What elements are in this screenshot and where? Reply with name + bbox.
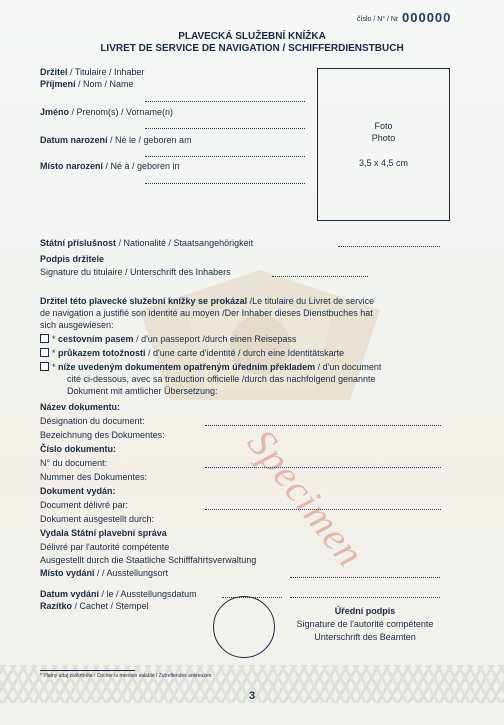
issuing-authority: Vydala Státní plavební správa: [40, 528, 167, 538]
official-signature-fr: Signature de l'autorité compétente: [296, 619, 434, 629]
stamp-label: Razítko / Cachet / Stempel: [40, 601, 149, 611]
holder-signature-label: Podpis držitele: [40, 254, 105, 264]
id-card-checkbox[interactable]: [40, 348, 49, 357]
official-signature-de: Unterschrift des Beamten: [314, 632, 416, 642]
holder-label: Držitel / Titulaire / Inhaber: [40, 67, 145, 77]
document-number-fr: N° du document:: [40, 458, 108, 468]
document-number-field[interactable]: [205, 467, 441, 468]
photo-label-cz: Foto: [374, 121, 393, 131]
birth-place-field[interactable]: [145, 183, 305, 184]
option-other-line3: Dokument mit amtlicher Übersetzung:: [67, 386, 218, 396]
other-document-checkbox[interactable]: [40, 362, 49, 371]
footnote-rule: [40, 670, 135, 671]
issuing-authority-fr: Délivré par l'autorité compétente: [40, 542, 170, 552]
nationality-field[interactable]: [338, 246, 440, 247]
birth-date-field[interactable]: [145, 156, 305, 157]
title-multilingual: LIVRET DE SERVICE DE NAVIGATION / SCHIFFERDIENSTBUCH: [100, 43, 404, 54]
place-of-issue-label: Místo vydání / / Ausstellungsort: [40, 568, 169, 578]
photo-label-fr: Photo: [371, 133, 396, 143]
passport-checkbox[interactable]: [40, 334, 49, 343]
nationality-label: Státní příslušnost / Nationalité / Staatsangehörigkeit: [40, 238, 254, 248]
serial-number: 000000: [402, 10, 452, 25]
identity-intro: Držitel této plavecké služební knížky se prokázal /Le titulaire du Livret de service: [40, 296, 375, 306]
photo-size: 3,5 x 4,5 cm: [358, 158, 409, 168]
first-name-field[interactable]: [145, 128, 305, 129]
document-issuer-field[interactable]: [205, 509, 441, 510]
stamp-circle: [213, 596, 275, 658]
document-number-de: Nummer des Dokumentes:: [40, 472, 148, 482]
place-of-issue-field[interactable]: [290, 577, 440, 578]
surname-field[interactable]: [145, 101, 305, 102]
title-czech: PLAVECKÁ SLUŽEBNÍ KNÍŽKA: [178, 31, 326, 42]
official-signature-field[interactable]: [290, 597, 440, 598]
surname-label: Příjmení / Nom / Name: [40, 79, 134, 89]
document-name-label: Název dokumentu:: [40, 402, 121, 412]
option-other-line2: cité ci-dessous, avec sa traduction officielle /durch das nachfolgend genannte: [67, 374, 376, 384]
date-of-issue-label: Datum vydání / le / Ausstellungsdatum: [40, 589, 197, 599]
option-passport[interactable]: * cestovním pasem / d'un passeport /durch einen Reisepass: [40, 334, 296, 345]
option-id-card[interactable]: * průkazem totožnosti / d'une carte d'identité / durch eine Identitätskarte: [40, 348, 344, 359]
document-issuer-de: Dokument ausgestellt durch:: [40, 514, 155, 524]
document-name-fr: Désignation du document:: [40, 416, 145, 426]
holder-signature-field[interactable]: [272, 276, 368, 277]
first-name-label: Jméno / Prenom(s) / Vorname(n): [40, 107, 174, 117]
holder-signature-translation: Signature du titulaire / Unterschrift des Inhabers: [40, 267, 231, 277]
issuing-authority-de: Ausgestellt durch die Staatliche Schifffahrtsverwaltung: [40, 555, 257, 565]
official-signature-label: Úřední podpis: [334, 606, 396, 616]
photo-box: [317, 68, 450, 221]
footnote: * Platný údaj zaškrtněte / Cocher la mention valable / Zutreffendes ankreuzen: [40, 673, 212, 679]
document-number-label: Číslo dokumentu:: [40, 444, 116, 454]
specimen-watermark: Specimen: [238, 420, 374, 576]
birth-place-label: Místo narození / Né à / geboren in: [40, 161, 180, 171]
identity-intro-line3: sich ausgewiesen:: [40, 320, 114, 330]
option-other-document[interactable]: * níže uvedeným dokumentem opatřeným úředním překladem / d'un document: [40, 362, 381, 373]
identity-intro-line2: de navigation a justifié son identité au moyen /Der Inhaber dieses Dienstbuches hat: [40, 308, 373, 318]
document-issuer-fr: Document délivré par:: [40, 500, 129, 510]
document-issuer-label: Dokument vydán:: [40, 486, 116, 496]
birth-date-label: Datum narození / Né le / geboren am: [40, 135, 192, 145]
page-number: 3: [248, 690, 256, 702]
document-name-field[interactable]: [205, 425, 441, 426]
document-name-de: Bezeichnung des Dokumentes:: [40, 430, 165, 440]
serial-label: číslo / N° / Nr: [357, 16, 399, 23]
